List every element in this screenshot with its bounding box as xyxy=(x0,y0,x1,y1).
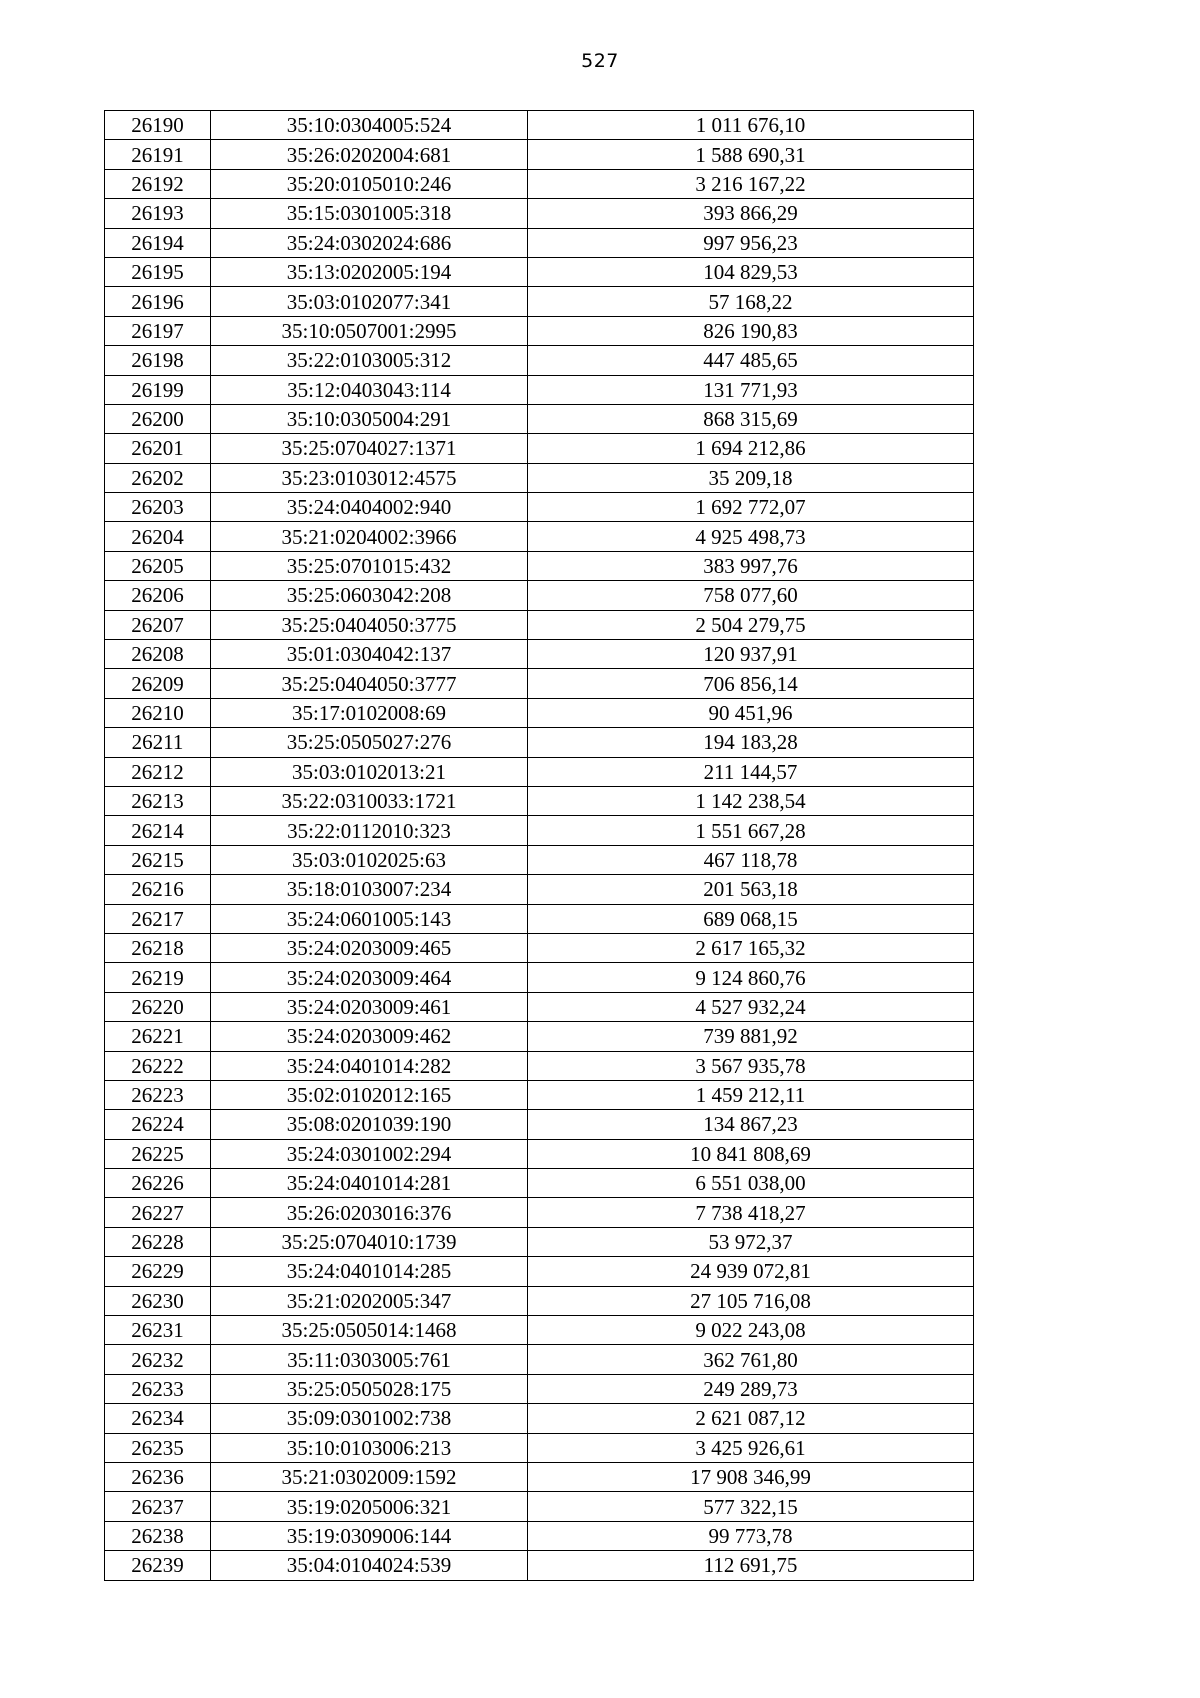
table-row xyxy=(105,463,974,492)
cadastral-value-cell: 53 972,37 xyxy=(528,1227,974,1256)
row-number-cell: 26197 xyxy=(105,316,211,345)
row-number-cell: 26220 xyxy=(105,992,211,1021)
table-row xyxy=(105,581,974,610)
cadastral-number-cell: 35:24:0203009:461 xyxy=(211,992,528,1021)
cadastral-value-cell: 24 939 072,81 xyxy=(528,1257,974,1286)
cadastral-number-cell: 35:24:0401014:281 xyxy=(211,1169,528,1198)
cadastral-number-cell: 35:24:0302024:686 xyxy=(211,228,528,257)
row-number-cell: 26233 xyxy=(105,1374,211,1403)
table-row xyxy=(105,434,974,463)
cadastral-number-cell: 35:03:0102077:341 xyxy=(211,287,528,316)
cadastral-value-cell: 7 738 418,27 xyxy=(528,1198,974,1227)
cadastral-number-cell: 35:13:0202005:194 xyxy=(211,257,528,286)
cadastral-value-cell: 2 504 279,75 xyxy=(528,610,974,639)
table-row xyxy=(105,1080,974,1109)
cadastral-number-cell: 35:22:0112010:323 xyxy=(211,816,528,845)
cadastral-number-cell: 35:24:0601005:143 xyxy=(211,904,528,933)
table-row xyxy=(105,610,974,639)
table-row xyxy=(105,1051,974,1080)
cadastral-value-cell: 112 691,75 xyxy=(528,1551,974,1580)
cadastral-number-cell: 35:10:0305004:291 xyxy=(211,404,528,433)
cadastral-number-cell: 35:11:0303005:761 xyxy=(211,1345,528,1374)
row-number-cell: 26200 xyxy=(105,404,211,433)
table-row xyxy=(105,1227,974,1256)
cadastral-value-cell: 689 068,15 xyxy=(528,904,974,933)
cadastral-value-cell: 3 567 935,78 xyxy=(528,1051,974,1080)
cadastral-value-cell: 1 142 238,54 xyxy=(528,786,974,815)
table-row xyxy=(105,992,974,1021)
cadastral-value-cell: 134 867,23 xyxy=(528,1110,974,1139)
row-number-cell: 26195 xyxy=(105,257,211,286)
row-number-cell: 26237 xyxy=(105,1492,211,1521)
cadastral-value-cell: 6 551 038,00 xyxy=(528,1169,974,1198)
cadastral-number-cell: 35:03:0102013:21 xyxy=(211,757,528,786)
cadastral-value-cell: 758 077,60 xyxy=(528,581,974,610)
cadastral-value-cell: 577 322,15 xyxy=(528,1492,974,1521)
cadastral-number-cell: 35:21:0204002:3966 xyxy=(211,522,528,551)
cadastral-number-cell: 35:08:0201039:190 xyxy=(211,1110,528,1139)
row-number-cell: 26226 xyxy=(105,1169,211,1198)
row-number-cell: 26192 xyxy=(105,169,211,198)
cadastral-number-cell: 35:24:0401014:282 xyxy=(211,1051,528,1080)
cadastral-number-cell: 35:26:0202004:681 xyxy=(211,140,528,169)
cadastral-number-cell: 35:22:0310033:1721 xyxy=(211,786,528,815)
cadastral-number-cell: 35:25:0701015:432 xyxy=(211,551,528,580)
row-number-cell: 26239 xyxy=(105,1551,211,1580)
cadastral-number-cell: 35:03:0102025:63 xyxy=(211,845,528,874)
table-row xyxy=(105,757,974,786)
table-row xyxy=(105,1551,974,1580)
cadastral-value-cell: 739 881,92 xyxy=(528,1022,974,1051)
cadastral-value-cell: 3 425 926,61 xyxy=(528,1433,974,1462)
cadastral-value-cell: 706 856,14 xyxy=(528,669,974,698)
table-row xyxy=(105,316,974,345)
row-number-cell: 26198 xyxy=(105,346,211,375)
table-row xyxy=(105,933,974,962)
table-row xyxy=(105,845,974,874)
cadastral-number-cell: 35:01:0304042:137 xyxy=(211,640,528,669)
cadastral-value-cell: 997 956,23 xyxy=(528,228,974,257)
row-number-cell: 26231 xyxy=(105,1316,211,1345)
row-number-cell: 26224 xyxy=(105,1110,211,1139)
cadastral-number-cell: 35:24:0203009:464 xyxy=(211,963,528,992)
cadastral-number-cell: 35:17:0102008:69 xyxy=(211,698,528,727)
table-row xyxy=(105,1198,974,1227)
cadastral-value-cell: 194 183,28 xyxy=(528,728,974,757)
row-number-cell: 26199 xyxy=(105,375,211,404)
row-number-cell: 26214 xyxy=(105,816,211,845)
cadastral-value-cell: 1 588 690,31 xyxy=(528,140,974,169)
row-number-cell: 26206 xyxy=(105,581,211,610)
row-number-cell: 26228 xyxy=(105,1227,211,1256)
row-number-cell: 26222 xyxy=(105,1051,211,1080)
table-row xyxy=(105,963,974,992)
row-number-cell: 26230 xyxy=(105,1286,211,1315)
cadastral-value-cell: 90 451,96 xyxy=(528,698,974,727)
cadastral-number-cell: 35:20:0105010:246 xyxy=(211,169,528,198)
cadastral-number-cell: 35:25:0404050:3777 xyxy=(211,669,528,698)
table-row xyxy=(105,1169,974,1198)
cadastral-number-cell: 35:19:0205006:321 xyxy=(211,1492,528,1521)
row-number-cell: 26212 xyxy=(105,757,211,786)
row-number-cell: 26204 xyxy=(105,522,211,551)
table-row xyxy=(105,199,974,228)
cadastral-value-cell: 99 773,78 xyxy=(528,1521,974,1550)
table-row xyxy=(105,1110,974,1139)
table-row xyxy=(105,1433,974,1462)
cadastral-number-cell: 35:25:0505027:276 xyxy=(211,728,528,757)
row-number-cell: 26207 xyxy=(105,610,211,639)
cadastral-value-cell: 249 289,73 xyxy=(528,1374,974,1403)
table-row xyxy=(105,169,974,198)
table-row xyxy=(105,1316,974,1345)
row-number-cell: 26203 xyxy=(105,493,211,522)
cadastral-value-cell: 9 022 243,08 xyxy=(528,1316,974,1345)
table-row xyxy=(105,1462,974,1491)
cadastral-number-cell: 35:09:0301002:738 xyxy=(211,1404,528,1433)
table-row xyxy=(105,287,974,316)
row-number-cell: 26201 xyxy=(105,434,211,463)
cadastral-number-cell: 35:10:0304005:524 xyxy=(211,111,528,140)
row-number-cell: 26193 xyxy=(105,199,211,228)
cadastral-value-cell: 383 997,76 xyxy=(528,551,974,580)
cadastral-number-cell: 35:21:0302009:1592 xyxy=(211,1462,528,1491)
table-row xyxy=(105,111,974,140)
cadastral-number-cell: 35:25:0404050:3775 xyxy=(211,610,528,639)
table-row xyxy=(105,375,974,404)
row-number-cell: 26213 xyxy=(105,786,211,815)
row-number-cell: 26236 xyxy=(105,1462,211,1491)
table-row xyxy=(105,1492,974,1521)
row-number-cell: 26191 xyxy=(105,140,211,169)
table-row xyxy=(105,493,974,522)
cadastral-value-cell: 131 771,93 xyxy=(528,375,974,404)
row-number-cell: 26234 xyxy=(105,1404,211,1433)
cadastral-number-cell: 35:25:0704027:1371 xyxy=(211,434,528,463)
row-number-cell: 26219 xyxy=(105,963,211,992)
table-row xyxy=(105,1374,974,1403)
cadastral-value-cell: 201 563,18 xyxy=(528,875,974,904)
cadastral-value-cell: 362 761,80 xyxy=(528,1345,974,1374)
table-row xyxy=(105,1345,974,1374)
cadastral-value-cell: 1 694 212,86 xyxy=(528,434,974,463)
table-row xyxy=(105,551,974,580)
row-number-cell: 26218 xyxy=(105,933,211,962)
cadastral-value-cell: 9 124 860,76 xyxy=(528,963,974,992)
row-number-cell: 26217 xyxy=(105,904,211,933)
cadastral-value-cell: 120 937,91 xyxy=(528,640,974,669)
cadastral-value-cell: 27 105 716,08 xyxy=(528,1286,974,1315)
table-row xyxy=(105,522,974,551)
table-row xyxy=(105,904,974,933)
cadastral-number-cell: 35:25:0505028:175 xyxy=(211,1374,528,1403)
table-row xyxy=(105,1521,974,1550)
table-row xyxy=(105,1022,974,1051)
row-number-cell: 26205 xyxy=(105,551,211,580)
table-row xyxy=(105,404,974,433)
cadastral-value-cell: 10 841 808,69 xyxy=(528,1139,974,1168)
cadastral-number-cell: 35:19:0309006:144 xyxy=(211,1521,528,1550)
cadastral-value-cell: 2 621 087,12 xyxy=(528,1404,974,1433)
table-row xyxy=(105,640,974,669)
table-row xyxy=(105,228,974,257)
row-number-cell: 26208 xyxy=(105,640,211,669)
table-row xyxy=(105,786,974,815)
cadastral-number-cell: 35:04:0104024:539 xyxy=(211,1551,528,1580)
cadastral-number-cell: 35:18:0103007:234 xyxy=(211,875,528,904)
cadastral-value-cell: 826 190,83 xyxy=(528,316,974,345)
row-number-cell: 26225 xyxy=(105,1139,211,1168)
row-number-cell: 26211 xyxy=(105,728,211,757)
row-number-cell: 26196 xyxy=(105,287,211,316)
cadastral-number-cell: 35:10:0103006:213 xyxy=(211,1433,528,1462)
row-number-cell: 26215 xyxy=(105,845,211,874)
table-row xyxy=(105,1257,974,1286)
cadastral-number-cell: 35:02:0102012:165 xyxy=(211,1080,528,1109)
row-number-cell: 26190 xyxy=(105,111,211,140)
row-number-cell: 26235 xyxy=(105,1433,211,1462)
row-number-cell: 26227 xyxy=(105,1198,211,1227)
table-row xyxy=(105,728,974,757)
cadastral-number-cell: 35:24:0404002:940 xyxy=(211,493,528,522)
row-number-cell: 26238 xyxy=(105,1521,211,1550)
cadastral-number-cell: 35:12:0403043:114 xyxy=(211,375,528,404)
table-row xyxy=(105,1286,974,1315)
cadastral-number-cell: 35:24:0203009:462 xyxy=(211,1022,528,1051)
cadastral-number-cell: 35:25:0704010:1739 xyxy=(211,1227,528,1256)
cadastral-value-cell: 447 485,65 xyxy=(528,346,974,375)
table-row xyxy=(105,1404,974,1433)
cadastral-value-cell: 2 617 165,32 xyxy=(528,933,974,962)
cadastral-value-cell: 104 829,53 xyxy=(528,257,974,286)
cadastral-value-cell: 393 866,29 xyxy=(528,199,974,228)
row-number-cell: 26209 xyxy=(105,669,211,698)
table-row xyxy=(105,875,974,904)
cadastral-value-cell: 868 315,69 xyxy=(528,404,974,433)
cadastral-number-cell: 35:10:0507001:2995 xyxy=(211,316,528,345)
cadastral-value-cell: 1 551 667,28 xyxy=(528,816,974,845)
cadastral-number-cell: 35:24:0203009:465 xyxy=(211,933,528,962)
table-row xyxy=(105,698,974,727)
cadastral-value-cell: 57 168,22 xyxy=(528,287,974,316)
page-number: 527 xyxy=(581,50,619,72)
cadastral-value-cell: 1 011 676,10 xyxy=(528,111,974,140)
cadastral-number-cell: 35:24:0401014:285 xyxy=(211,1257,528,1286)
cadastral-value-cell: 1 459 212,11 xyxy=(528,1080,974,1109)
row-number-cell: 26221 xyxy=(105,1022,211,1051)
table-row xyxy=(105,257,974,286)
table-row xyxy=(105,816,974,845)
cadastral-number-cell: 35:23:0103012:4575 xyxy=(211,463,528,492)
cadastral-number-cell: 35:22:0103005:312 xyxy=(211,346,528,375)
table-row xyxy=(105,346,974,375)
table-row xyxy=(105,669,974,698)
cadastral-value-cell: 35 209,18 xyxy=(528,463,974,492)
row-number-cell: 26194 xyxy=(105,228,211,257)
cadastral-number-cell: 35:25:0505014:1468 xyxy=(211,1316,528,1345)
cadastral-value-cell: 4 527 932,24 xyxy=(528,992,974,1021)
table-row xyxy=(105,1139,974,1168)
cadastral-value-cell: 17 908 346,99 xyxy=(528,1462,974,1491)
cadastral-number-cell: 35:15:0301005:318 xyxy=(211,199,528,228)
cadastral-number-cell: 35:24:0301002:294 xyxy=(211,1139,528,1168)
cadastral-value-cell: 1 692 772,07 xyxy=(528,493,974,522)
cadastral-number-cell: 35:25:0603042:208 xyxy=(211,581,528,610)
row-number-cell: 26232 xyxy=(105,1345,211,1374)
table-row xyxy=(105,140,974,169)
cadastral-value-table xyxy=(104,110,974,1581)
cadastral-value-cell: 4 925 498,73 xyxy=(528,522,974,551)
cadastral-number-cell: 35:26:0203016:376 xyxy=(211,1198,528,1227)
table-body xyxy=(105,111,974,1581)
row-number-cell: 26229 xyxy=(105,1257,211,1286)
cadastral-value-cell: 211 144,57 xyxy=(528,757,974,786)
cadastral-value-cell: 3 216 167,22 xyxy=(528,169,974,198)
cadastral-value-cell: 467 118,78 xyxy=(528,845,974,874)
row-number-cell: 26210 xyxy=(105,698,211,727)
row-number-cell: 26216 xyxy=(105,875,211,904)
row-number-cell: 26202 xyxy=(105,463,211,492)
row-number-cell: 26223 xyxy=(105,1080,211,1109)
cadastral-number-cell: 35:21:0202005:347 xyxy=(211,1286,528,1315)
